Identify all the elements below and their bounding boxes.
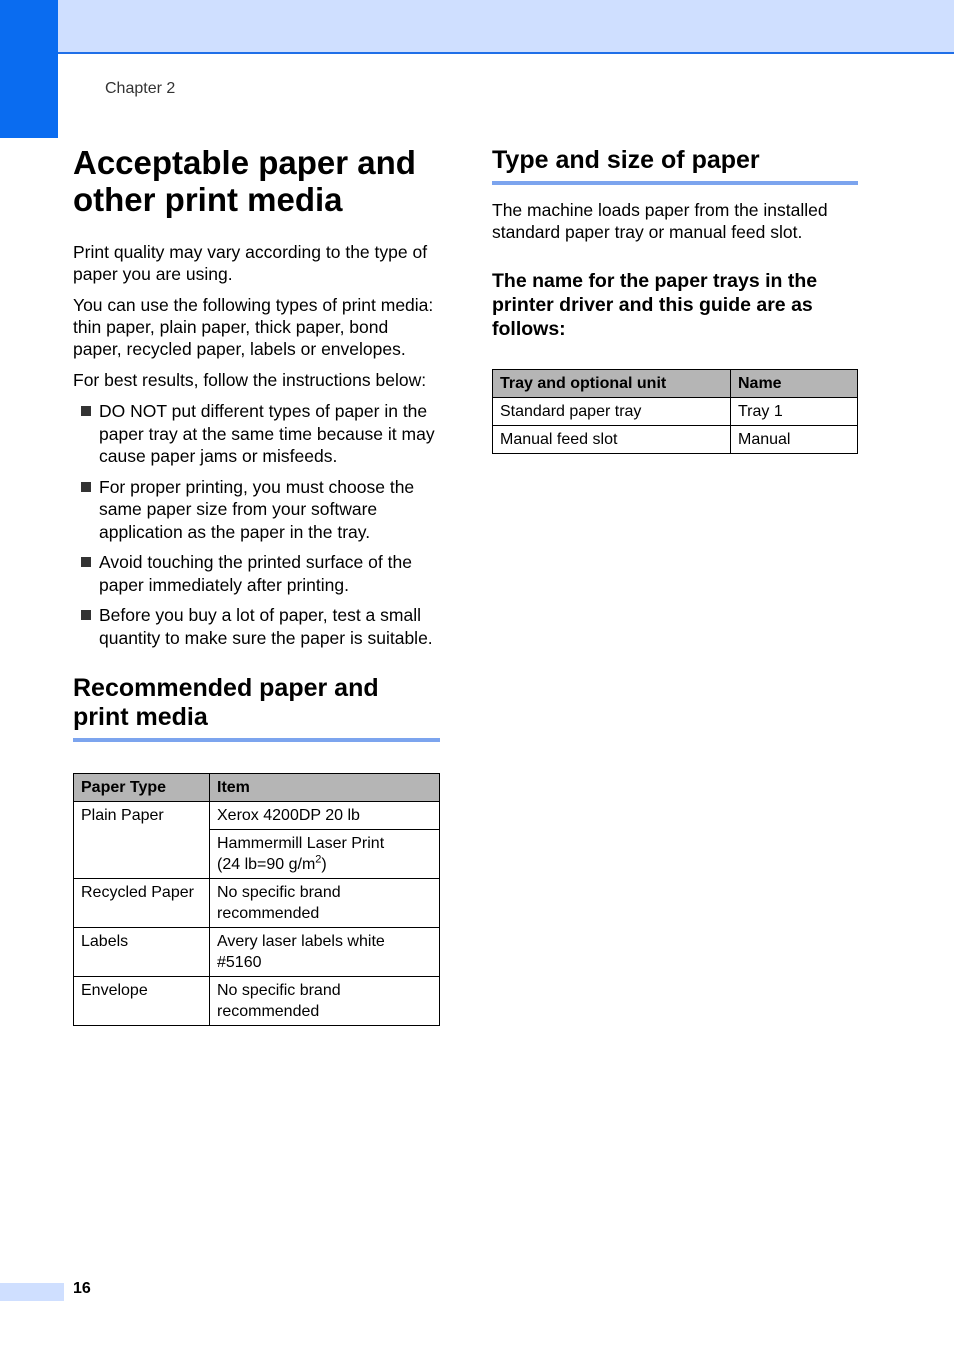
tray-names-subheading: The name for the paper trays in the printer driver and this guide are as follows: [492, 270, 818, 340]
table-row [74, 879, 440, 928]
instruction-list [73, 400, 440, 649]
header-band [0, 0, 954, 54]
table-row [74, 802, 440, 830]
left-column [73, 144, 440, 1026]
page-title: Acceptable paper and other print media [73, 144, 416, 218]
table-cell: Plain Paper [74, 802, 210, 879]
table-cell: Hammermill Laser Print (24 lb=90 $g/m^2$) [210, 830, 440, 879]
table-row [493, 398, 858, 426]
right-column [492, 146, 858, 454]
table-cell: Standard paper tray [493, 398, 731, 426]
table-cell: Manual feed slot [493, 426, 731, 454]
table-header-row [493, 370, 858, 398]
footer-band [0, 1283, 64, 1301]
bullet-square-icon [81, 406, 91, 416]
list-item: DO NOT put different types of paper in the paper tray at the same time because it may cause paper jams or misfeeds. [73, 400, 440, 468]
table-row [74, 928, 440, 977]
page-number: 16 [73, 1280, 91, 1297]
bullet-square-icon [81, 482, 91, 492]
type-size-paragraph: The machine loads paper from the installed standard paper tray or manual feed slot. [492, 200, 828, 242]
table-cell: No specific brand recommended [210, 879, 440, 928]
table-cell: Recycled Paper [74, 879, 210, 928]
table-cell: Avery laser labels white #5160 [210, 928, 440, 977]
table-cell: Labels [74, 928, 210, 977]
bullet-square-icon [81, 610, 91, 620]
recommended-heading: Recommended paper and print media [73, 674, 440, 742]
type-size-heading: Type and size of paper [492, 146, 858, 185]
table-header-row [74, 774, 440, 802]
table-cell: Xerox 4200DP 20 lb [210, 802, 440, 830]
column-header: Name [731, 370, 858, 398]
instructions-intro: For best results, follow the instructions below: [73, 370, 427, 390]
table-row [74, 977, 440, 1026]
chapter-tab [0, 0, 58, 138]
table-row [493, 426, 858, 454]
table-cell: Envelope [74, 977, 210, 1026]
chapter-label: Chapter 2 [105, 80, 176, 97]
recommended-media-table [73, 773, 440, 1026]
intro-paragraph: Print quality may vary according to the type of paper you are using. [73, 242, 428, 284]
column-header: Tray and optional unit [493, 370, 731, 398]
bullet-square-icon [81, 557, 91, 567]
table-cell: Tray 1 [731, 398, 858, 426]
list-item: Before you buy a lot of paper, test a small quantity to make sure the paper is suitable. [73, 604, 440, 649]
column-header: Item [210, 774, 440, 802]
media-types-paragraph: You can use the following types of print media: thin paper, plain paper, thick paper, bond paper, recycled paper, labels or envelopes. [73, 295, 434, 359]
table-cell: Manual [731, 426, 858, 454]
tray-names-table [492, 369, 858, 454]
list-item: For proper printing, you must choose the same paper size from your software application as the paper in the tray. [73, 476, 440, 544]
column-header: Paper Type [74, 774, 210, 802]
table-cell: No specific brand recommended [210, 977, 440, 1026]
list-item: Avoid touching the printed surface of the paper immediately after printing. [73, 551, 440, 596]
